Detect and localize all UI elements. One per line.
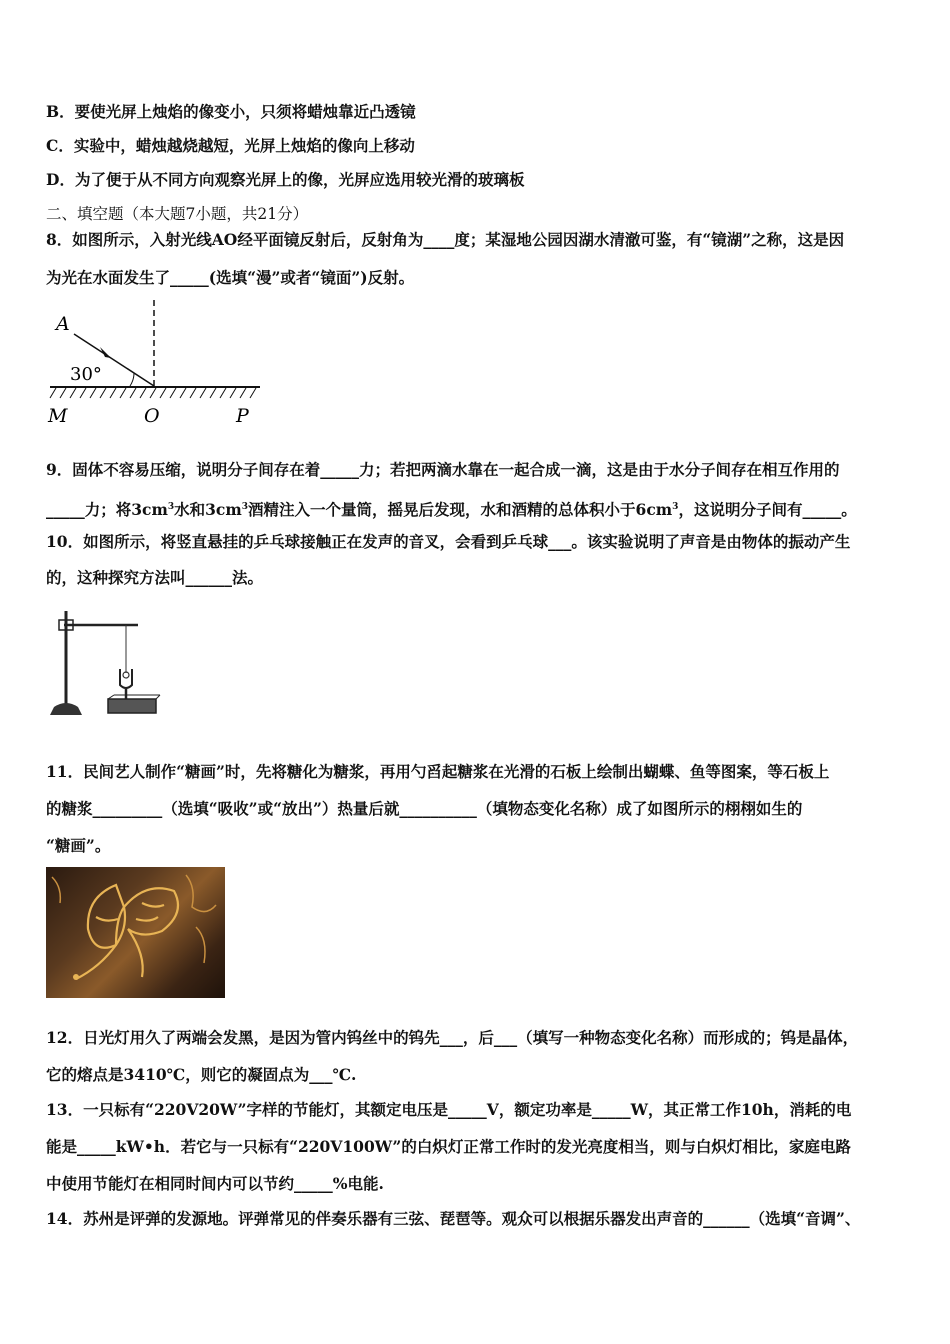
question-13-line2: 能是_____kW•h．若它与一只标有“220V100W”的白炽灯正常工作时的发光亮度相当，则与白炽灯相比，家庭电路 <box>46 1137 851 1156</box>
question-10-line2: 的，这种探究方法叫______法。 <box>46 568 264 587</box>
question-8-line2: 为光在水面发生了_____(选填“漫”或者“镜面”)反射。 <box>46 268 415 287</box>
label-angle: 30° <box>70 364 102 385</box>
label-a: A <box>56 313 70 335</box>
question-9-line1: 9．固体不容易压缩，说明分子间存在着_____力；若把两滴水靠在一起合成一滴，这是由于水分子间存在相互作用的 <box>46 460 840 479</box>
question-13-line3: 中使用节能灯在相同时间内可以节约_____%电能. <box>46 1174 384 1193</box>
label-p: P <box>236 405 249 427</box>
question-14-line1: 14．苏州是评弹的发源地。评弹常见的伴奏乐器有三弦、琵琶等。观众可以根据乐器发出声音的______（选填“音调”、 <box>46 1209 861 1228</box>
option-c: C．实验中，蜡烛越烧越短，光屏上烛焰的像向上移动 <box>46 136 415 155</box>
question-11-line2: 的糖浆_________（选填“吸收”或“放出”）热量后就__________（填物态变化名称）成了如图所示的栩栩如生的 <box>46 799 803 818</box>
question-13-line1: 13．一只标有“220V20W”字样的节能灯，其额定电压是_____V，额定功率是_____W，其正常工作10h，消耗的电 <box>46 1100 852 1119</box>
option-b: B．要使光屏上烛焰的像变小，只须将蜡烛靠近凸透镜 <box>46 102 416 121</box>
label-m: M <box>48 405 68 427</box>
label-o: O <box>144 405 160 427</box>
question-11-line3: “糖画”。 <box>46 836 111 855</box>
section-heading: 二、填空题（本大题7小题，共21分） <box>46 205 309 223</box>
question-10-line1: 10．如图所示，将竖直悬挂的乒乓球接触正在发声的音叉，会看到乒乓球___。该实验说明了声音是由物体的振动产生 <box>46 532 851 551</box>
reflection-diagram <box>44 296 274 432</box>
sugar-painting-photo <box>46 867 225 998</box>
question-9-line2: _____力；将$3cm^3$水和$3cm^3$酒精注入一个量筒，摇晃后发现，水和酒精的总体积小于$6cm^3$，这说明分子间有_____。 <box>46 500 857 520</box>
question-11-line1: 11．民间艺人制作“糖画”时，先将糖化为糖浆，再用勺舀起糖浆在光滑的石板上绘制出蝴蝶、鱼等图案，等石板上 <box>46 762 830 781</box>
tuning-fork-diagram <box>46 603 162 723</box>
question-12-line1: 12．日光灯用久了两端会发黑，是因为管内钨丝中的钨先___，后___（填写一种物态变化名称）而形成的；钨是晶体， <box>46 1028 859 1047</box>
question-12-line2: 它的熔点是3410℃，则它的凝固点为___℃. <box>46 1065 357 1084</box>
option-d: D．为了便于从不同方向观察光屏上的像，光屏应选用较光滑的玻璃板 <box>46 170 525 189</box>
question-8-line1: 8．如图所示，入射光线AO经平面镜反射后，反射角为____度；某湿地公园因湖水清澈可鉴，有“镜湖”之称，这是因 <box>46 230 845 249</box>
